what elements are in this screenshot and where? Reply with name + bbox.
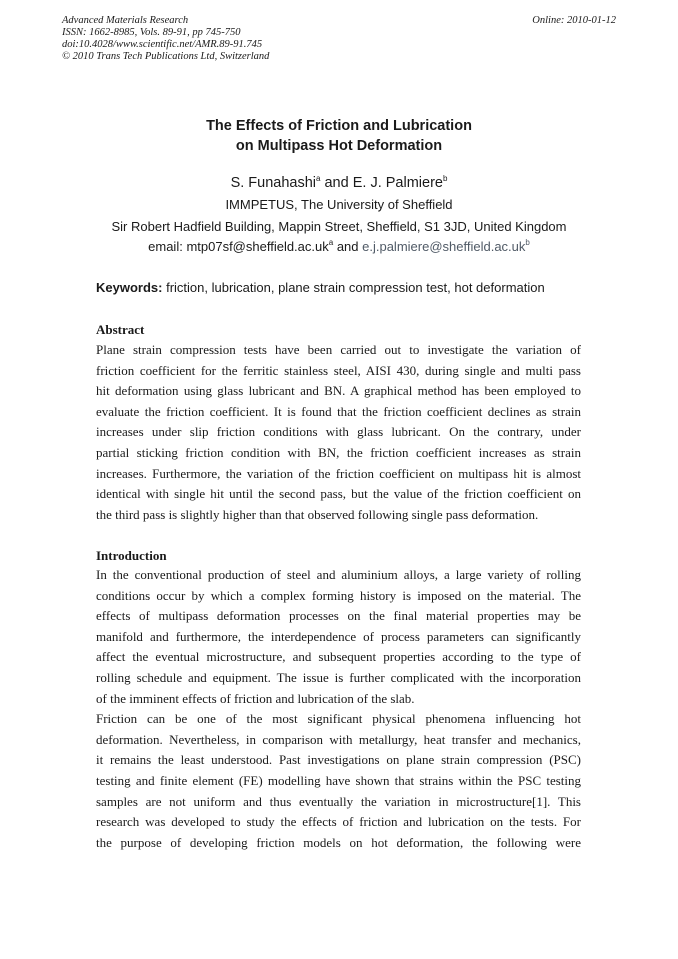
- email-1-sup: a: [328, 238, 334, 247]
- abstract-line: partial sticking friction condition with BN, the friction coefficient increases as strain: [96, 444, 581, 460]
- abstract-heading: Abstract: [96, 322, 145, 337]
- title-line-2: on Multipass Hot Deformation: [235, 138, 443, 154]
- email-and: and: [333, 239, 363, 254]
- abstract-line: evaluate the friction coefficient. It is found that the friction coefficient declines as strain: [96, 403, 581, 419]
- affiliation-address: Sir Robert Hadfield Building, Mappin Street, Sheffield, S1 3JD, United Kingdom: [111, 219, 567, 234]
- intro-line: it remains the least understood. Past investigations on plane strain compression (PSC): [96, 752, 581, 768]
- intro-line: In the conventional production of steel and aluminium alloys, a large variety of rolling: [96, 567, 581, 582]
- abstract-line: friction coefficient for the ferritic stainless steel, AISI 430, during single and multi pass: [96, 362, 581, 378]
- email-2-sup: b: [525, 238, 530, 247]
- intro-line: the purpose of developing friction models on hot deformation, the following were: [96, 834, 581, 850]
- intro-line: research was developed to study the effects of friction and lubrication on the tests. For: [96, 814, 581, 830]
- introduction-body: [96, 565, 581, 853]
- online-date: Online: 2010-01-12: [532, 15, 616, 26]
- author-line: [0, 174, 678, 192]
- intro-line: affect the eventual microstructure, and subsequent properties according to the type of: [96, 649, 581, 665]
- introduction-heading: Introduction: [96, 548, 167, 563]
- abstract-line: the third pass is slightly higher than that observed following single pass deformation.: [96, 506, 539, 522]
- abstract-line: increases. Furthermore, the variation of the friction coefficient on multipass hit is almost: [96, 465, 581, 481]
- author-2-sup: b: [442, 174, 448, 183]
- abstract-body: [96, 340, 581, 525]
- email-label: email:: [148, 239, 187, 254]
- email-2[interactable]: e.j.palmiere@sheffield.ac.uk: [362, 239, 526, 254]
- title-line-1: The Effects of Friction and Lubrication: [206, 118, 472, 134]
- keywords-line: [96, 280, 596, 296]
- email-1[interactable]: mtp07sf@sheffield.ac.uk: [186, 239, 329, 254]
- intro-line: deformation. Nevertheless, in comparison with metallurgy, heat transfer and mechanics,: [96, 731, 581, 747]
- email-line: [0, 238, 678, 256]
- abstract-line: identical with single hit until the second pass, but the value of the friction coefficient on: [96, 486, 581, 502]
- author-2: E. J. Palmiere: [352, 175, 443, 191]
- affiliation-institute: IMMPETUS, The University of Sheffield: [225, 197, 453, 212]
- intro-line: Friction can be one of the most significant physical phenomena influencing hot: [96, 711, 581, 727]
- journal-header: [62, 15, 269, 63]
- intro-line: conditions occur by which a complex forming history is imposed on the material. The: [96, 587, 581, 603]
- doi-line: doi:10.4028/www.scientific.net/AMR.89-91.745: [62, 39, 263, 50]
- intro-line: samples are not uniform and thus eventually the variation in microstructure[1]. This: [96, 793, 581, 809]
- intro-line: of the imminent effects of friction and lubrication of the slab.: [96, 690, 415, 706]
- intro-line: manifold and furthermore, the interdependence of process parameters can significantly: [96, 628, 581, 644]
- copyright-line: © 2010 Trans Tech Publications Ltd, Switzerland: [62, 51, 270, 62]
- abstract-line: hit deformation using glass lubricant and BN. A graphical method has been employed to: [96, 383, 581, 399]
- keywords-text: friction, lubrication, plane strain compression test, hot deformation: [162, 280, 545, 295]
- journal-name: Advanced Materials Research: [62, 15, 189, 26]
- issn-line: ISSN: 1662-8985, Vols. 89-91, pp 745-750: [62, 27, 241, 38]
- abstract-line: Plane strain compression tests have been carried out to investigate the variation of: [96, 342, 581, 357]
- paper-title: [0, 116, 678, 156]
- author-and: and: [320, 175, 353, 191]
- keywords-label: Keywords:: [96, 280, 163, 295]
- author-1-sup: a: [316, 174, 321, 183]
- abstract-line: increases under slip friction conditions with glass lubricant. On the contrary, under: [96, 424, 581, 440]
- intro-line: testing and finite element (FE) modelling have shown that strains within the PSC testing: [96, 772, 581, 788]
- intro-line: rolling schedule and equipment. The issue is further complicated with the incorporation: [96, 669, 581, 685]
- author-1: S. Funahashi: [230, 175, 317, 191]
- intro-line: effects of multipass deformation processes on the final material properties may be: [96, 608, 581, 624]
